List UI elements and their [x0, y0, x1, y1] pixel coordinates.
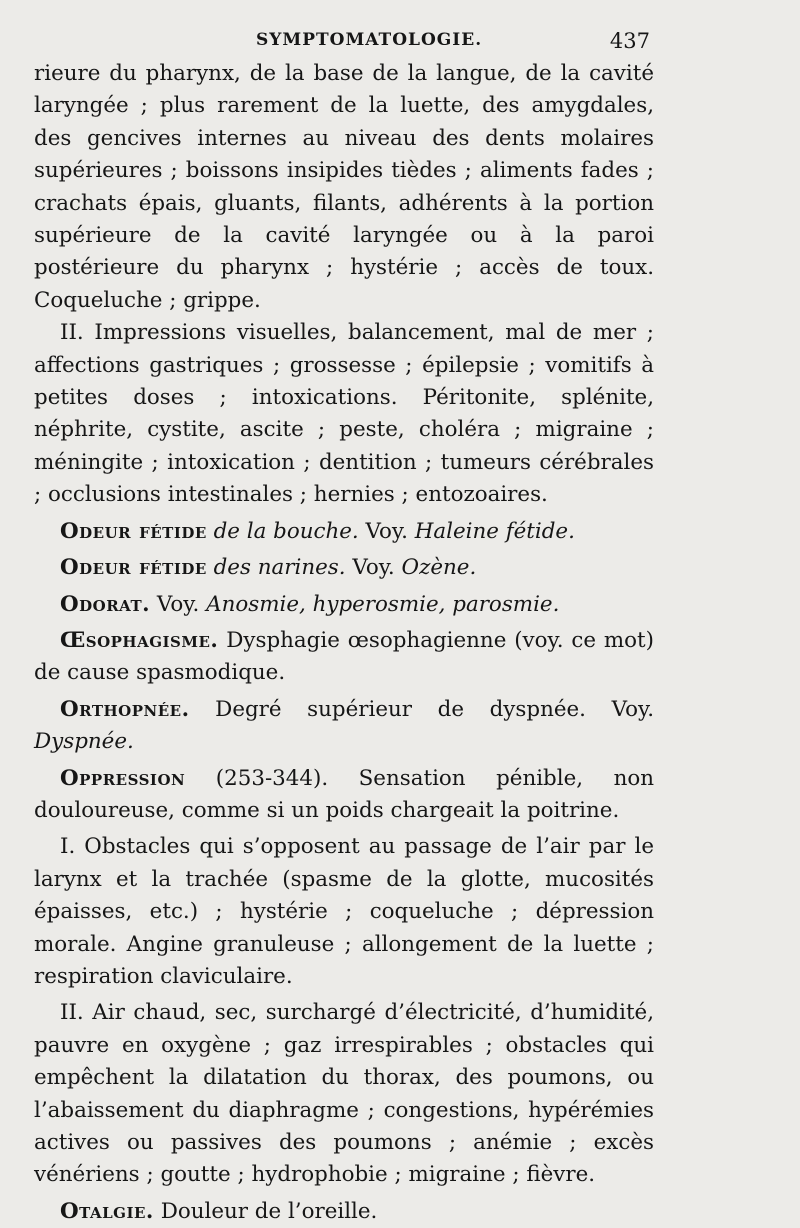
page-header-title: SYMPTOMATOLOGIE. — [256, 30, 483, 50]
entry-orthopnee — [34, 694, 654, 759]
page-number: 437 — [609, 29, 650, 53]
entry-odeur-fetide-bouche — [34, 516, 654, 548]
entry-voy: Voy. — [345, 555, 402, 581]
entry-qualifier: des narines. — [213, 555, 346, 581]
oppression-section-i: I. Obstacles qui s’opposent au passage de l’air par le larynx et la trachée (spasme de la glotte, mucosités épaisses, etc.) ; hystérie ; coqueluche ; dépression morale. Angine granuleuse ; allongement de la luette ; respiration claviculaire. — [34, 834, 654, 989]
entry-odeur-fetide-narines — [34, 552, 654, 584]
entry-voy: Voy. — [358, 518, 415, 544]
paragraph-section-ii: II. Impressions visuelles, balancement, mal de mer ; affections gastriques ; grossesse ; épilepsie ; vomitifs à petites doses ; intoxications. Péritonite, splénite, néphrite, cystite, ascite ; peste, choléra ; migraine ; méningite ; intoxication ; dentition ; tumeurs cérébrales ; occlusions intestinales ; hernies ; entozoaires. — [34, 320, 654, 508]
running-head — [36, 30, 650, 56]
entry-definition: (253-344). Sensation pénible, non douloureuse, comme si un poids chargeait la poitrine. — [34, 765, 654, 823]
entry-reference: Dyspnée. — [34, 729, 134, 755]
entry-term: Orthopnée. — [60, 696, 190, 722]
entry-odorat — [34, 589, 654, 621]
page-body — [34, 58, 654, 1228]
entry-reference: Ozène. — [401, 555, 477, 581]
entry-voy: Voy. — [585, 696, 654, 722]
paragraph-continuation: rieure du pharynx, de la base de la langue, de la cavité laryngée ; plus rarement de la luette, des amygdales, des gencives internes au niveau des dents molaires supérieures ; boissons insipides tièdes ; aliments fades ; crachats épais, gluants, filants, adhérents à la portion supérieure de la cavité laryngée ou à la paroi postérieure du pharynx ; hystérie ; accès de toux. Coqueluche ; grippe. — [34, 61, 654, 313]
entry-otalgie — [34, 1196, 654, 1228]
entry-definition: Douleur de l’oreille. — [160, 1198, 378, 1224]
entry-definition: Degré supérieur de dyspnée. — [215, 696, 586, 722]
entry-term: Otalgie. — [60, 1198, 154, 1224]
entry-qualifier: de la bouche. — [213, 518, 359, 544]
entry-reference: Anosmie, hyperosmie, parosmie. — [206, 591, 560, 617]
entry-term: Odeur fétide — [60, 518, 207, 544]
entry-oesophagisme — [34, 625, 654, 690]
entry-voy: Voy. — [150, 591, 207, 617]
entry-oppression — [34, 763, 654, 828]
entry-term: Odorat. — [60, 591, 151, 617]
entry-definition: Dysphagie œsophagienne (voy. ce mot) de cause spasmodique. — [34, 627, 654, 686]
oppression-section-ii: II. Air chaud, sec, surchargé d’électricité, d’humidité, pauvre en oxygène ; gaz irrespirables ; obstacles qui empêchent la dilatation du thorax, des poumons, ou l’abaissement du diaphragme ; congestions, hypérémies actives ou passives des poumons ; anémie ; excès vénériens ; goutte ; hydrophobie ; migraine ; fièvre. — [34, 1000, 654, 1188]
entry-term: Odeur fétide — [60, 555, 207, 581]
entry-term: Œsophagisme. — [60, 627, 219, 653]
entry-reference: Haleine fétide. — [414, 518, 575, 544]
entry-term: Oppression — [60, 765, 186, 791]
